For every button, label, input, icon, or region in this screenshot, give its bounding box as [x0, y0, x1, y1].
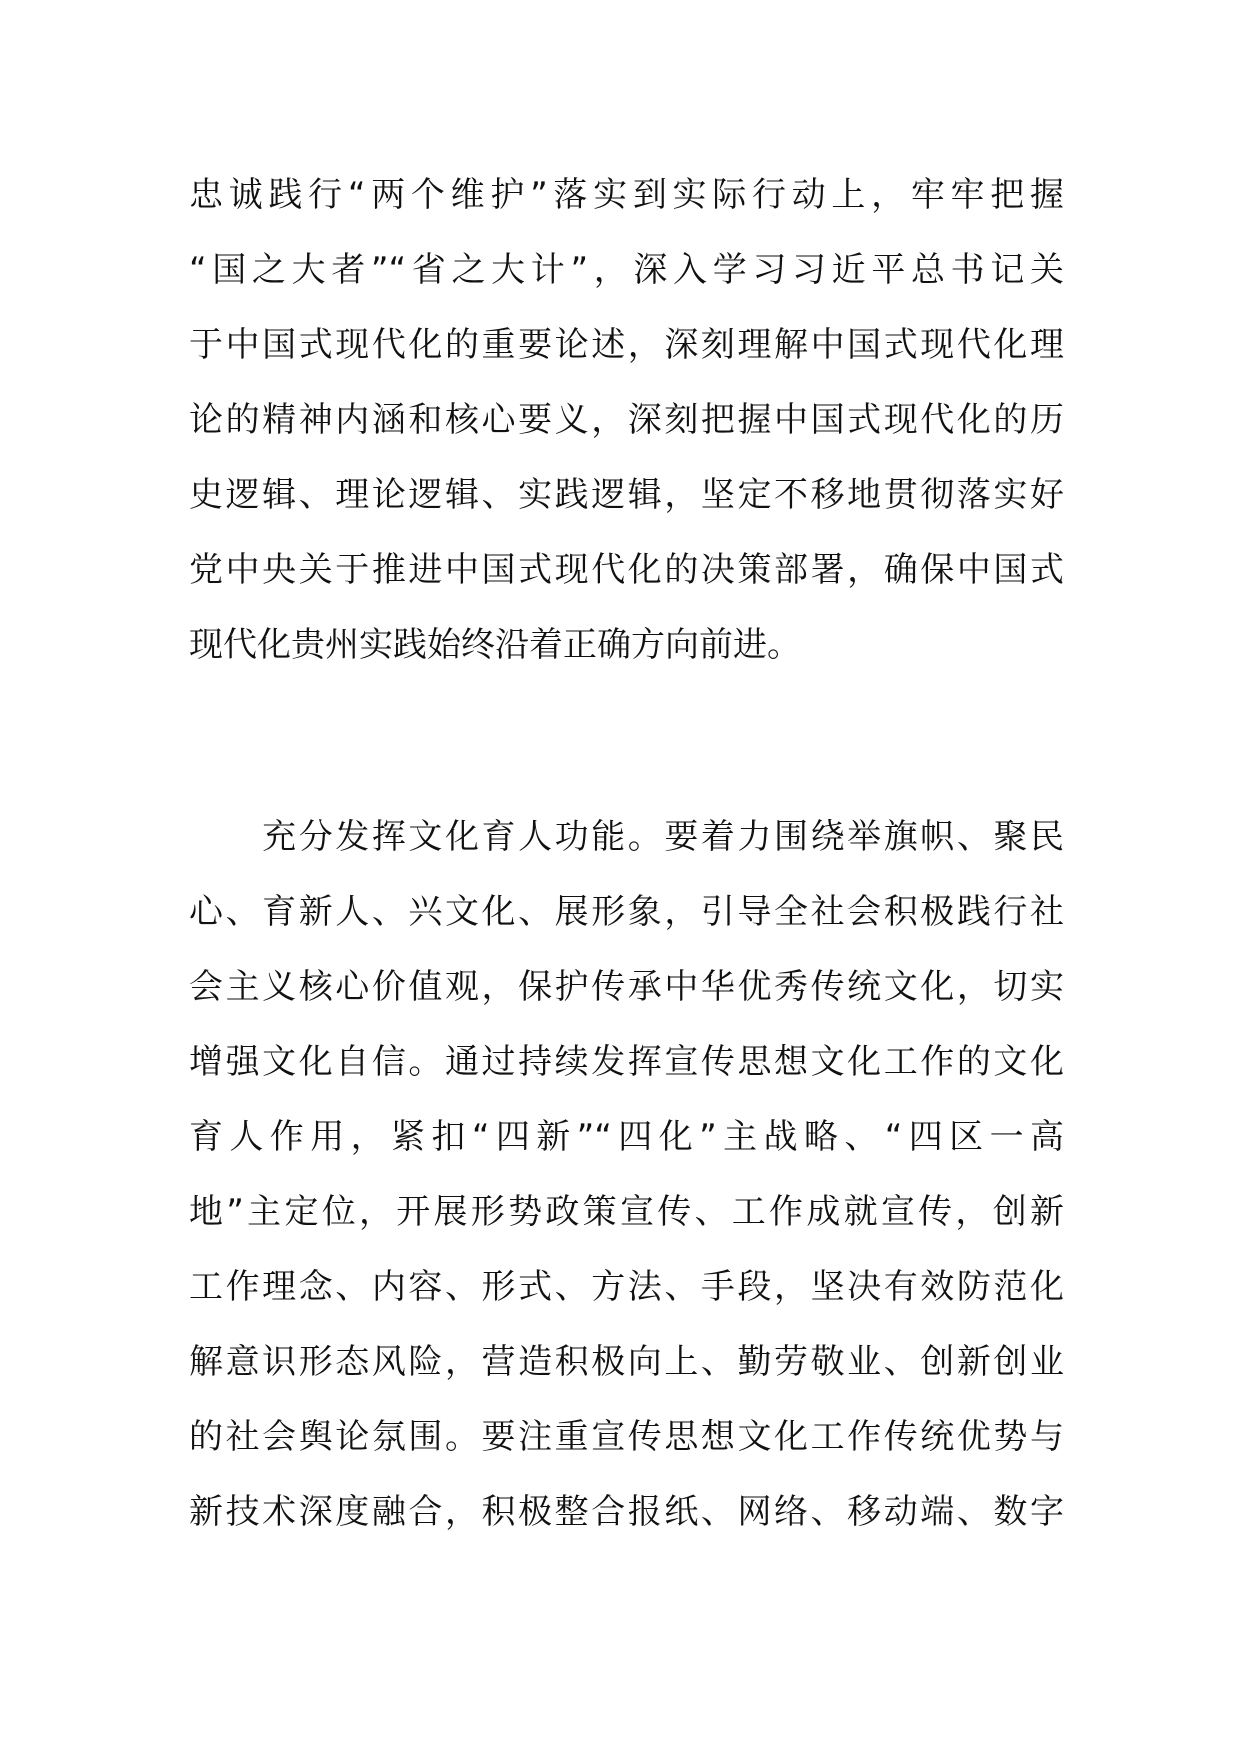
text-line: “国之大者”“省之大计”，深入学习习近平总书记关	[189, 250, 1064, 290]
text-line: 论的精神内涵和核心要义，深刻把握中国式现代化的历	[189, 400, 1064, 440]
text-line: 充分发挥文化育人功能。要着力围绕举旗帜、聚民	[189, 817, 1064, 857]
text-line: 育人作用，紧扣“四新”“四化”主战略、“四区一高	[189, 1117, 1064, 1157]
text-line: 心、育新人、兴文化、展形象，引导全社会积极践行社	[189, 892, 1064, 932]
paragraph-1	[189, 158, 1064, 683]
text-line: 工作理念、内容、形式、方法、手段，坚决有效防范化	[189, 1267, 1064, 1307]
text-line: 忠诚践行“两个维护”落实到实际行动上，牢牢把握	[189, 175, 1064, 215]
text-line: 新技术深度融合，积极整合报纸、网络、移动端、数字	[189, 1492, 1064, 1532]
text-line: 增强文化自信。通过持续发挥宣传思想文化工作的文化	[189, 1042, 1064, 1082]
text-line: 的社会舆论氛围。要注重宣传思想文化工作传统优势与	[189, 1417, 1064, 1457]
paragraph-2	[189, 800, 1064, 1550]
text-line: 地”主定位，开展形势政策宣传、工作成就宣传，创新	[189, 1192, 1064, 1232]
text-line: 现代化贵州实践始终沿着正确方向前进。	[189, 625, 801, 665]
text-line: 会主义核心价值观，保护传承中华优秀传统文化，切实	[189, 967, 1064, 1007]
text-line: 党中央关于推进中国式现代化的决策部署，确保中国式	[189, 550, 1064, 590]
text-line: 史逻辑、理论逻辑、实践逻辑，坚定不移地贯彻落实好	[189, 475, 1064, 515]
text-line: 于中国式现代化的重要论述，深刻理解中国式现代化理	[189, 325, 1064, 365]
text-line: 解意识形态风险，营造积极向上、勤劳敬业、创新创业	[189, 1342, 1064, 1382]
